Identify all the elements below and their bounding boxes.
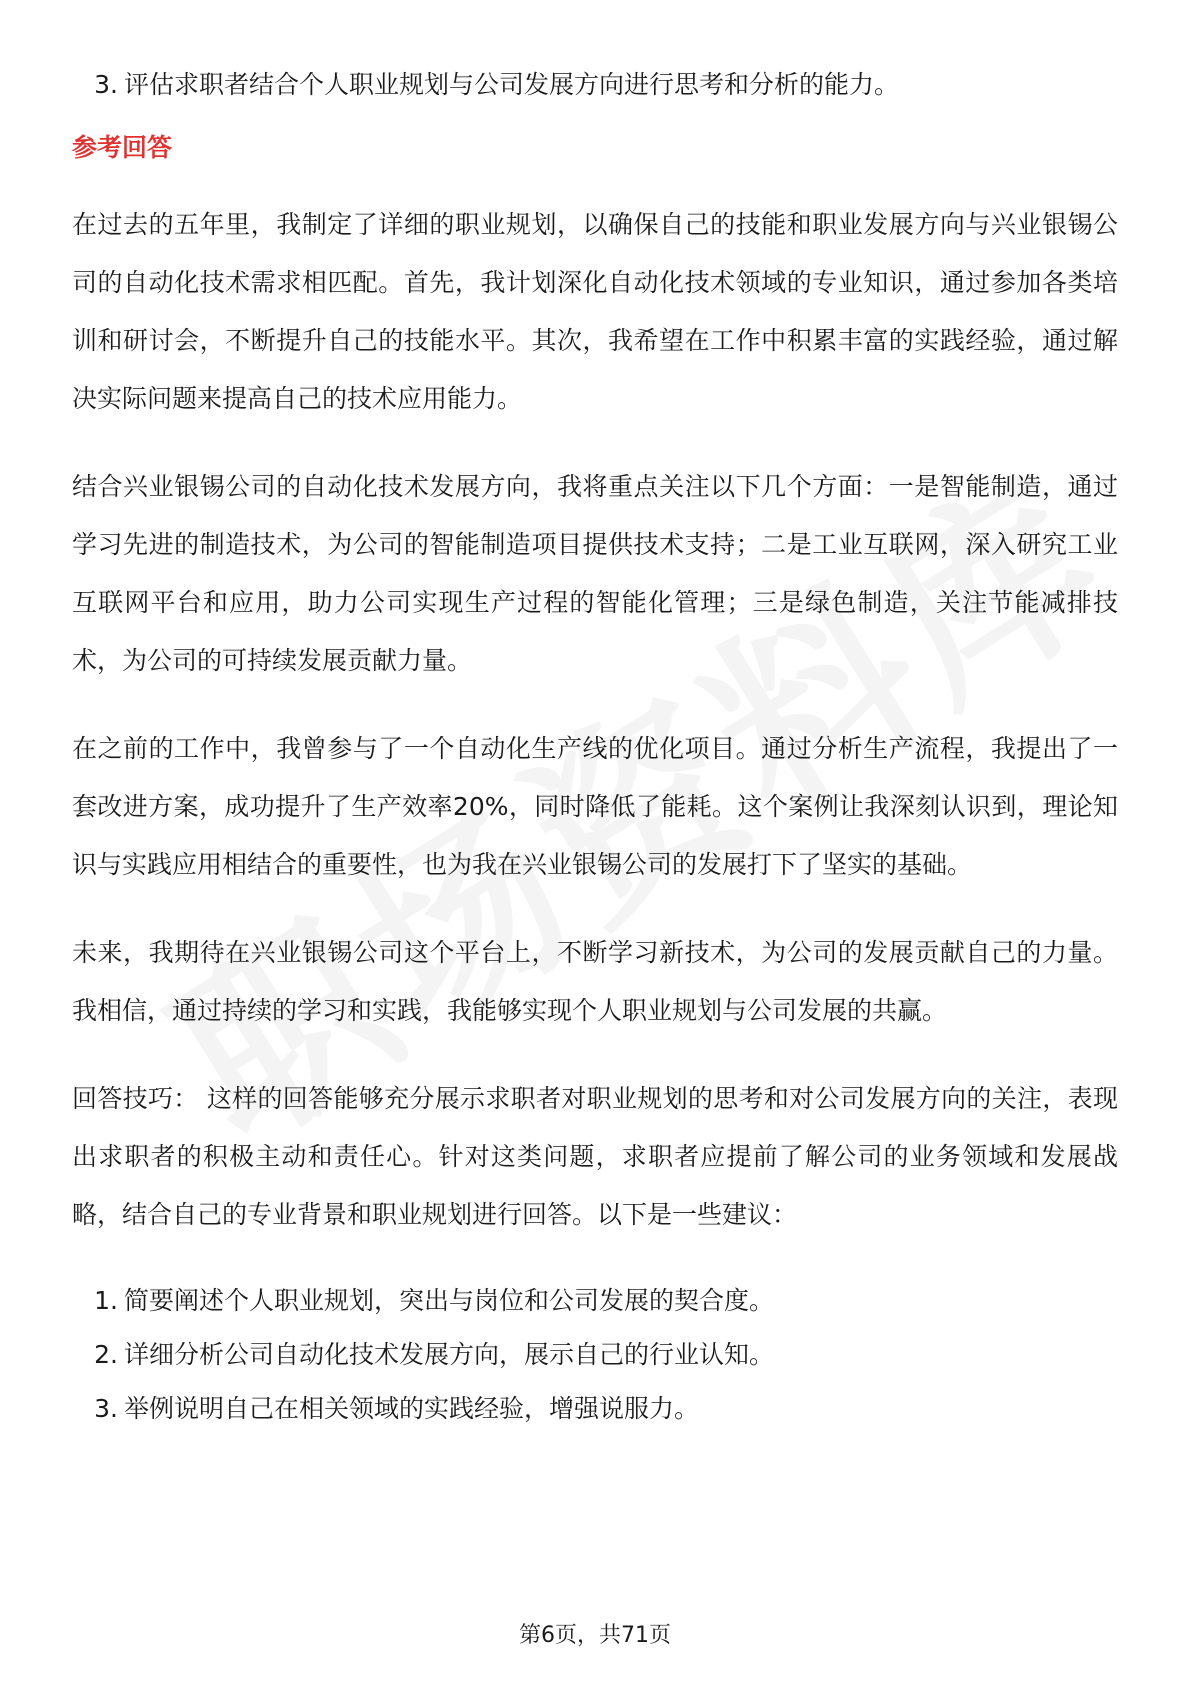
answer-paragraph: 在之前的工作中，我曾参与了一个自动化生产线的优化项目。通过分析生产流程，我提出了一套改进方案，成功提升了生产效率20%，同时降低了能耗。这个案例让我深刻认识到，理论知识与实践应用相结合的重要性，也为我在兴业银锡公司的发展打下了坚实的基础。 — [72, 734, 1118, 879]
list-item — [72, 1274, 1118, 1328]
list-item — [72, 56, 1118, 114]
list-item — [72, 1382, 1118, 1436]
list-item-number: 3. — [94, 70, 118, 99]
section-heading: 参考回答 — [72, 133, 173, 162]
evaluation-list — [72, 56, 1118, 114]
tips-paragraph: 回答技巧： 这样的回答能够充分展示求职者对职业规划的思考和对公司发展方向的关注，表现出求职者的积极主动和责任心。针对这类问题，求职者应提前了解公司的业务领域和发展战略，结合自己的专业背景和职业规划进行回答。以下是一些建议： — [72, 1084, 1118, 1229]
page-number-footer: 第6页，共71页 — [519, 1623, 671, 1648]
list-item-text: 简要阐述个人职业规划，突出与岗位和公司发展的契合度。 — [124, 1286, 775, 1315]
answer-paragraph: 未来，我期待在兴业银锡公司这个平台上，不断学习新技术，为公司的发展贡献自己的力量。我相信，通过持续的学习和实践，我能够实现个人职业规划与公司发展的共赢。 — [72, 938, 1118, 1025]
document-content — [72, 56, 1118, 1436]
list-item-number: 3. — [94, 1394, 118, 1423]
list-item-text: 详细分析公司自动化技术发展方向，展示自己的行业认知。 — [124, 1340, 775, 1369]
list-item-text: 评估求职者结合个人职业规划与公司发展方向进行思考和分析的能力。 — [124, 70, 900, 99]
answer-paragraph: 结合兴业银锡公司的自动化技术发展方向，我将重点关注以下几个方面：一是智能制造，通过学习先进的制造技术，为公司的智能制造项目提供技术支持；二是工业互联网，深入研究工业互联网平台和应用，助力公司实现生产过程的智能化管理；三是绿色制造，关注节能减排技术，为公司的可持续发展贡献力量。 — [72, 472, 1118, 675]
list-item-text: 举例说明自己在相关领域的实践经验，增强说服力。 — [124, 1394, 700, 1423]
list-item — [72, 1328, 1118, 1382]
tips-list — [72, 1274, 1118, 1436]
list-item-number: 2. — [94, 1340, 118, 1369]
answer-paragraph: 在过去的五年里，我制定了详细的职业规划，以确保自己的技能和职业发展方向与兴业银锡公司的自动化技术需求相匹配。首先，我计划深化自动化技术领域的专业知识，通过参加各类培训和研讨会，不断提升自己的技能水平。其次，我希望在工作中积累丰富的实践经验，通过解决实际问题来提高自己的技术应用能力。 — [72, 210, 1118, 413]
list-item-number: 1. — [94, 1286, 118, 1315]
